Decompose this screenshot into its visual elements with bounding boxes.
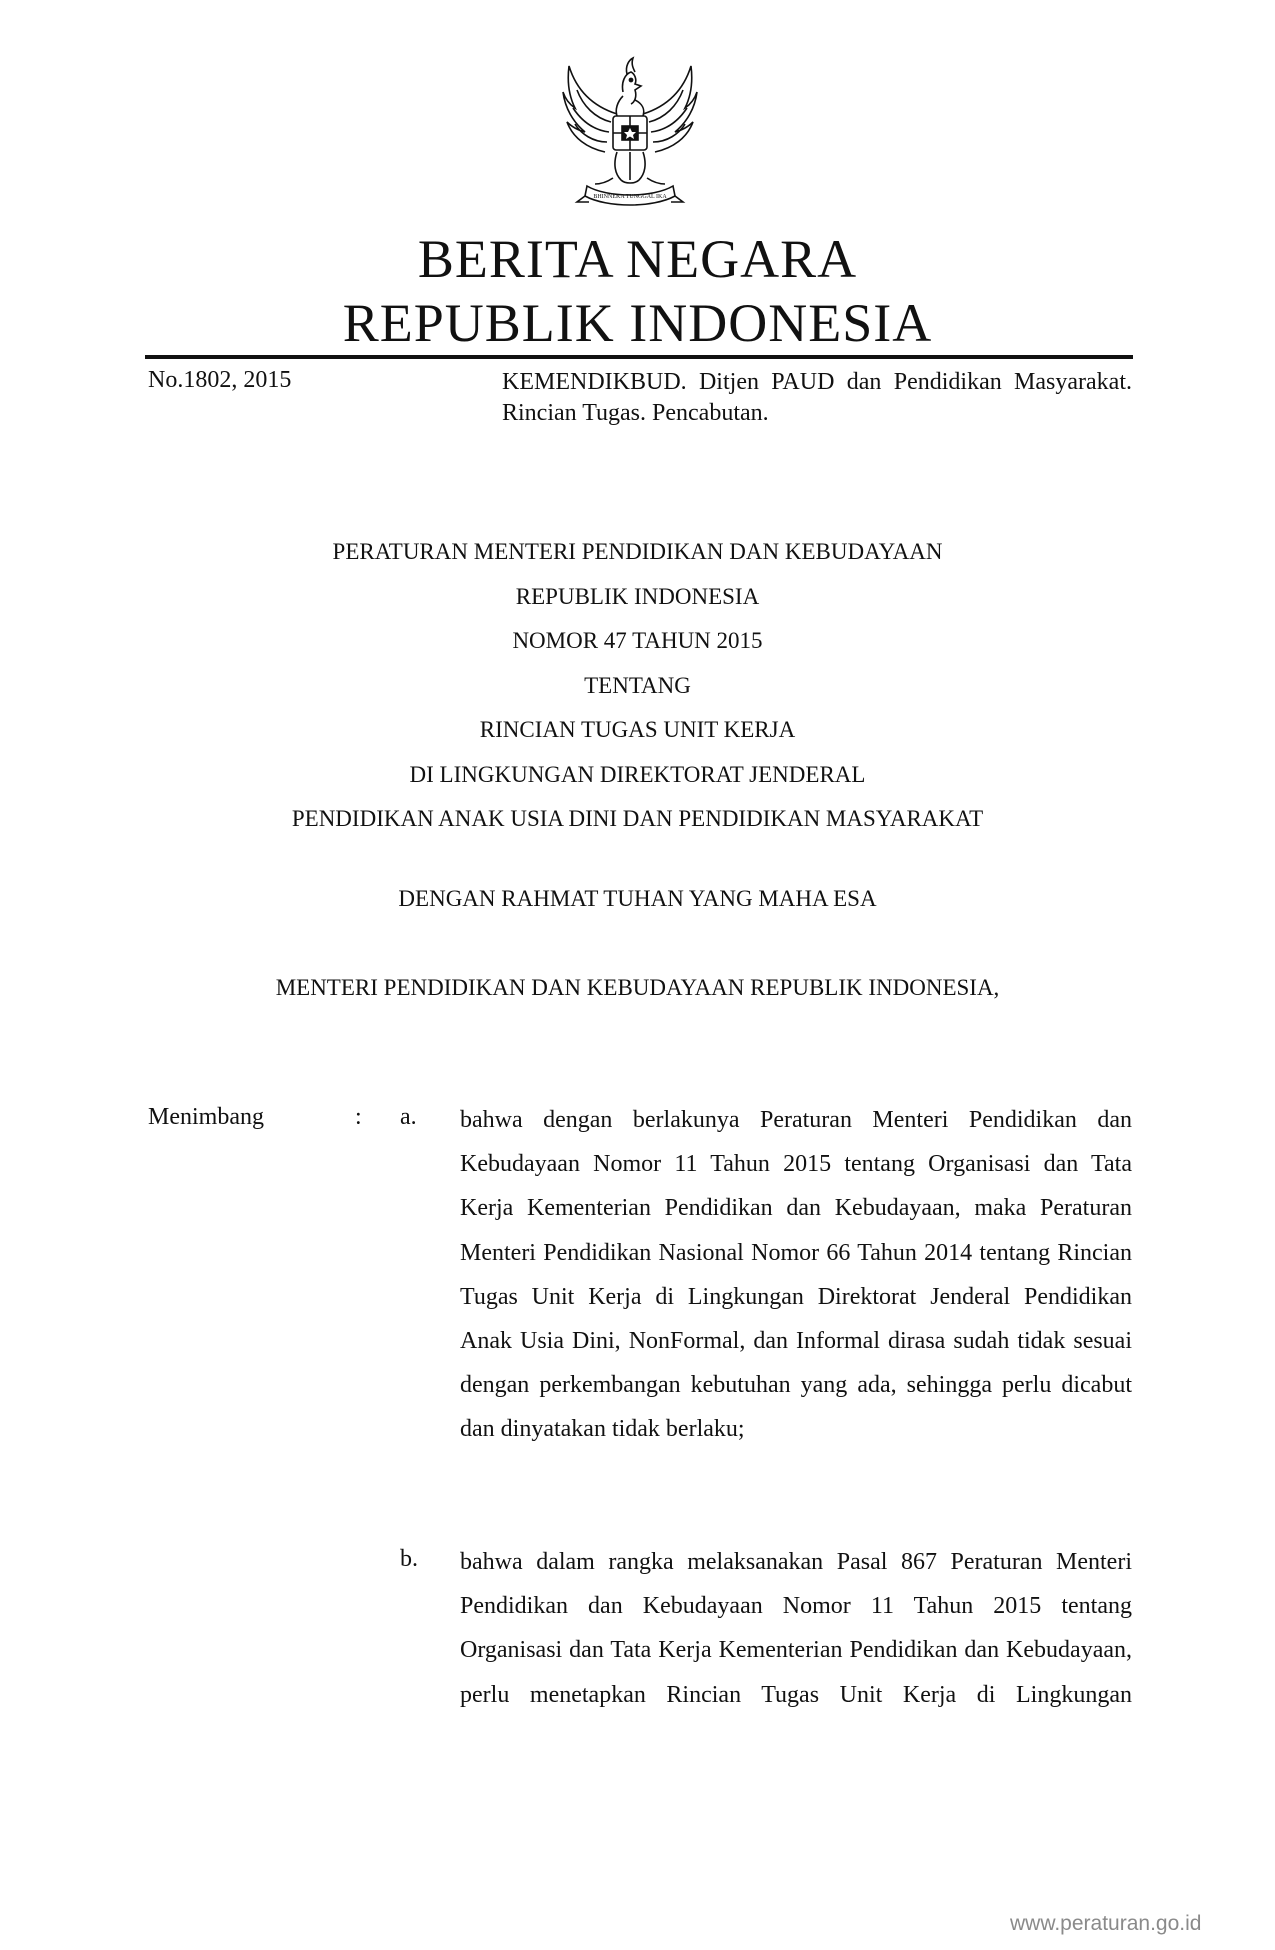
consideration-letter: b. xyxy=(400,1546,418,1572)
gazette-number: No.1802, 2015 xyxy=(148,367,292,393)
masthead-title: BERITA NEGARA xyxy=(417,229,858,289)
title-line: REPUBLIK INDONESIA xyxy=(515,583,760,609)
title-line: TENTANG xyxy=(584,672,691,698)
garuda-emblem-icon xyxy=(555,52,705,217)
menimbang-separator: : xyxy=(355,1104,362,1130)
title-line: PERATURAN MENTERI PENDIDIKAN DAN KEBUDAYAAN xyxy=(332,539,943,564)
title-line: RINCIAN TUGAS UNIT KERJA xyxy=(479,717,796,742)
title-line: NOMOR 47 TAHUN 2015 xyxy=(512,628,763,653)
gazette-subject: KEMENDIKBUD. Ditjen PAUD dan Pendidikan Masyarakat. Rincian Tugas. Pencabutan. xyxy=(502,369,1132,426)
title-line: PENDIDIKAN ANAK USIA DINI DAN PENDIDIKAN MASYARAKAT xyxy=(291,806,984,831)
regulation-title xyxy=(0,530,1275,842)
authority-line: MENTERI PENDIDIKAN DAN KEBUDAYAAN REPUBLIK INDONESIA, xyxy=(275,975,1000,1000)
invocation: DENGAN RAHMAT TUHAN YANG MAHA ESA xyxy=(398,886,877,911)
masthead-divider xyxy=(145,355,1133,359)
menimbang-label: Menimbang xyxy=(148,1104,264,1130)
consideration-letter: a. xyxy=(400,1104,417,1130)
consideration-text: bahwa dengan berlakunya Peraturan Menteri Pendidikan dan Kebudayaan Nomor 11 Tahun 2015 tentang Organisasi dan Tata Kerja Kementerian Pendidikan dan Kebudayaan, maka Peraturan Menteri Pendidikan Nasional Nomor 66 Tahun 2014 tentang Rincian Tugas Unit Kerja di Lingkungan Direktorat Jenderal Pendidikan Anak Usia Dini, NonFormal, dan Informal dirasa sudah tidak sesuai dengan perkembangan kebutuhan yang ada, sehingga perlu dicabut dan dinyatakan tidak berlaku; xyxy=(460,1107,1132,1443)
masthead-subtitle: REPUBLIK INDONESIA xyxy=(342,293,933,353)
svg-text:BHINNEKA TUNGGAL IKA: BHINNEKA TUNGGAL IKA xyxy=(593,194,667,200)
title-line: DI LINGKUNGAN DIREKTORAT JENDERAL xyxy=(409,761,866,787)
consideration-text: bahwa dalam rangka melaksanakan Pasal 867 Peraturan Menteri Pendidikan dan Kebudayaan Nomor 11 Tahun 2015 tentang Organisasi dan Tata Kerja Kementerian Pendidikan dan Kebudayaan, perlu menetapkan Rincian Tugas Unit Kerja di Lingkungan xyxy=(460,1549,1132,1708)
footer-url: www.peraturan.go.id xyxy=(1010,1912,1202,1935)
